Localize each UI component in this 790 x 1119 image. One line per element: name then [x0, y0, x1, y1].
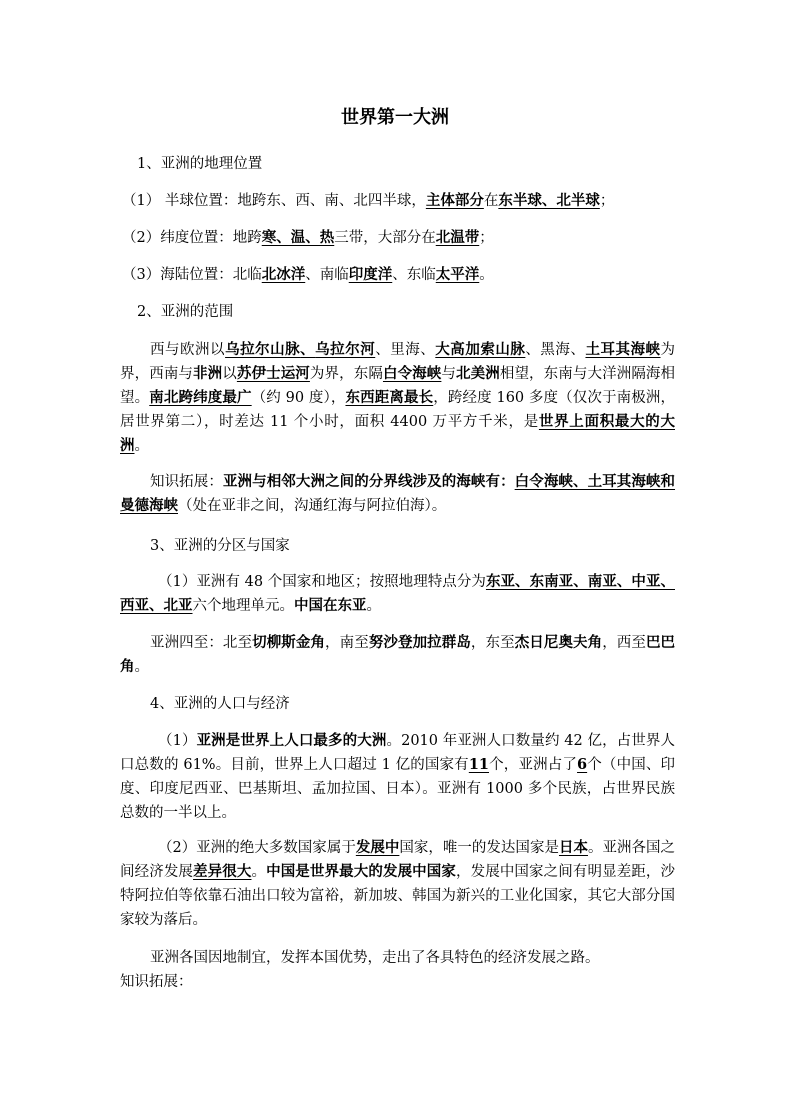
latitude-mid: 三带，大部分在	[334, 230, 436, 246]
regions-paragraph	[120, 570, 675, 618]
developing-term: 发展中	[355, 839, 400, 856]
extreme-points-paragraph	[120, 631, 675, 679]
ural-mountains-term: 乌拉尔山脉	[225, 341, 301, 358]
knowledge-extension-straits	[120, 470, 675, 518]
caucasus-term: 大高加索山脉	[435, 341, 526, 358]
ns-span-term: 南北跨纬度最广	[149, 389, 252, 406]
text-run: 。	[366, 598, 381, 614]
pacific-ocean-term: 太平洋	[435, 266, 480, 283]
latitude-end: ；	[479, 230, 494, 246]
hemisphere-prefix: （1） 半球位置：地跨东、西、南、北四半球，	[122, 193, 426, 209]
text-run: （1）	[158, 733, 197, 749]
indian-ocean-term: 印度洋	[348, 266, 393, 283]
sea-land-prefix: （3）海陆位置：北临	[122, 267, 262, 283]
latitude-prefix: （2）纬度位置：地跨	[122, 230, 262, 246]
separator: 、	[300, 341, 316, 358]
big-gap-term: 差异很大	[193, 863, 252, 880]
ew-span-term: 东西距离最长	[345, 389, 434, 406]
west-point-term: 巴巴角	[120, 634, 676, 675]
text-run: 个（中国、印度、印度尼西亚、巴基斯坦、孟加拉国、日本）。亚洲有 1000 多个民族，占世界民族总数的一半以上。	[120, 757, 676, 821]
text-run: 。	[134, 659, 149, 675]
turkish-straits-term: 土耳其海峡	[585, 341, 661, 358]
text-run: 以	[222, 366, 237, 382]
text-run: 为界，西南与	[120, 342, 676, 382]
count-11-term: 11	[468, 756, 489, 773]
section-1-heading: 1、亚洲的地理位置	[137, 156, 263, 172]
east-point-term: 杰日尼奥夫角	[514, 634, 603, 651]
japan-term: 日本	[558, 839, 588, 856]
text-run: 知识拓展：	[150, 474, 223, 490]
text-run: ，跨经度 160 多度（仅次于南极洲，居世界第二），时差达 11 个小时，面积 4400 万平方千米，是	[120, 390, 676, 430]
sea-land-position	[122, 263, 494, 287]
section-2-heading: 2、亚洲的范围	[137, 304, 234, 320]
straits-list-term: 白令海峡、土耳其海峡和曼德海峡	[120, 473, 676, 514]
sea-land-mid1: 、南临	[305, 267, 349, 283]
population-paragraph	[120, 729, 675, 825]
text-run: （2）亚洲的绝大多数国家属于	[158, 840, 356, 856]
section-4-heading: 4、亚洲的人口与经济	[150, 696, 290, 712]
text-run: 、黑海、	[525, 342, 586, 358]
bering-strait-term: 白令海峡	[382, 365, 442, 382]
text-run: ，西至	[602, 635, 646, 651]
text-run: ，南至	[325, 635, 369, 651]
north-temperate-term: 北温带	[435, 229, 480, 246]
count-6-term: 6	[577, 756, 588, 773]
hemisphere-position	[122, 189, 614, 213]
knowledge-extension-label: 知识拓展：	[120, 974, 193, 990]
boundary-straits-lead: 亚洲与相邻大洲之间的分界线涉及的海峡有：	[222, 473, 515, 490]
sea-land-mid2: 、东临	[392, 267, 436, 283]
text-run: 相望，东南与大洋洲隔海相望。	[120, 366, 676, 406]
text-run: 。亚洲各国之间经济发展	[120, 840, 676, 880]
sea-land-end: 。	[479, 267, 494, 283]
text-run: 与	[441, 366, 457, 382]
text-run: 。	[134, 438, 149, 454]
suez-canal-term: 苏伊士运河	[236, 365, 310, 382]
arctic-ocean-term: 北冰洋	[261, 266, 306, 283]
text-run: 国家，唯一的发达国家是	[399, 840, 559, 856]
page-title: 世界第一大洲	[341, 107, 449, 128]
climate-zones-term: 寒、温、热	[261, 229, 335, 246]
hemispheres-term: 东半球、北半球	[498, 192, 600, 209]
text-run: 。	[251, 864, 267, 880]
hemisphere-end: ；	[599, 193, 615, 209]
text-run: 西与欧洲以	[150, 342, 226, 358]
text-run: 。2010 年亚洲人口数量约 42 亿，占世界人口总数的 61%。目前，世界上人口超过 1 亿的国家有	[120, 733, 676, 773]
regions-list-term: 东亚、东南亚、南亚、中亚、西亚、北亚	[120, 573, 675, 614]
text-run: 亚洲四至：北至	[150, 635, 253, 651]
text-run: 为界，东隔	[309, 366, 383, 382]
china-in-east-asia-term: 中国在东亚	[294, 597, 367, 614]
latitude-position	[122, 226, 494, 250]
south-point-term: 努沙登加拉群岛	[368, 634, 471, 651]
text-run: （1）亚洲有 48 个国家和地区；按照地理特点分为	[158, 574, 486, 590]
economy-paragraph	[120, 836, 675, 932]
most-populous-term: 亚洲是世界上人口最多的大洲	[196, 732, 387, 749]
text-run: 个，亚洲占了	[489, 757, 578, 773]
text-run: （处在亚非之间，沟通红海与阿拉伯海）。	[178, 498, 447, 514]
north-america-term: 北美洲	[456, 365, 500, 382]
main-part-term: 主体部分	[425, 192, 484, 209]
section-3-heading: 3、亚洲的分区与国家	[150, 538, 290, 554]
text-run: （约 90 度），	[251, 390, 346, 406]
text-run: ，发展中国家之间有明显差距，沙特阿拉伯等依靠石油出口较为富裕，新加坡、韩国为新兴的工业化国家，其它大部分国家较为落后。	[120, 864, 676, 928]
china-largest-developing-term: 中国是世界最大的发展中国家	[266, 863, 456, 880]
africa-term: 非洲	[193, 365, 223, 382]
asia-extent-paragraph	[120, 338, 675, 458]
text-run: 六个地理单元。	[192, 598, 294, 614]
text-run: ，东至	[470, 635, 515, 651]
largest-continent-term: 世界上面积最大的大洲	[120, 413, 675, 454]
north-point-term: 切柳斯金角	[252, 634, 326, 651]
development-path-paragraph: 亚洲各国因地制宜，发挥本国优势，走出了各具特色的经济发展之路。	[150, 950, 600, 966]
text-run: 、里海、	[375, 342, 436, 358]
ural-river-term: 乌拉尔河	[315, 341, 376, 358]
hemisphere-at: 在	[483, 193, 499, 209]
